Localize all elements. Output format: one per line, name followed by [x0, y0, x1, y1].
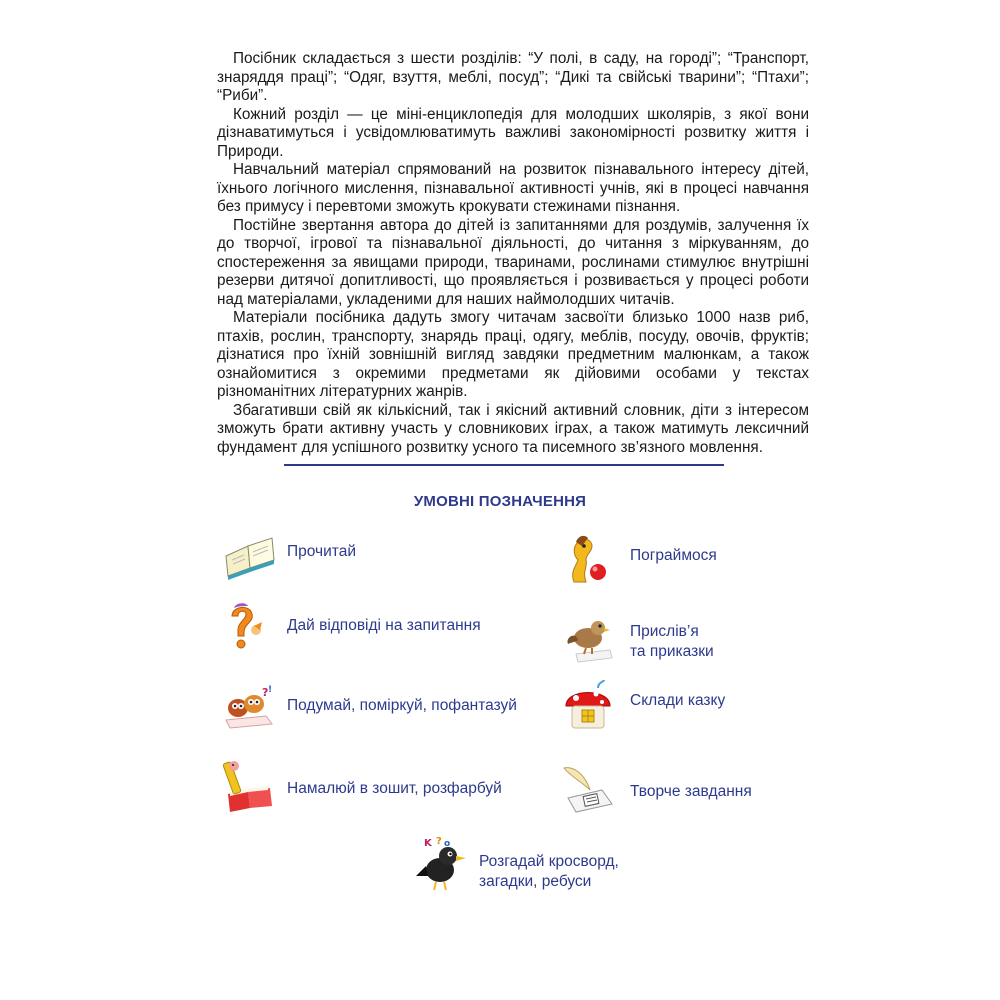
- intro-paragraph: Навчальний матеріал спрямований на розвиток пізнавального інтересу дітей, їхнього логічного мислення, пізнавальної активності учнів, які в процесі навчання без примусу і перевтоми зможуть крокувати стежинами пізнання.: [217, 161, 809, 215]
- intro-paragraph: Збагативши свій як кількісний, так і якісний активний словник, діти з інтересом зможуть брати активну участь у словникових іграх, а також матимуть лексичний фундамент для успішного розвитку усного та писемного зв’язного мовлення.: [217, 401, 809, 456]
- svg-text:o: o: [444, 839, 451, 849]
- intro-text: [217, 50, 809, 457]
- quill-paper-icon: [562, 764, 616, 818]
- svg-text:?: ?: [262, 686, 269, 699]
- intro-paragraph: Кожний розділ — це міні-енциклопедія для молодших школярів, з якої вони дізнаватимуться і усвідомлюватимуть важливі закономірності розвитку життя і Природи.: [217, 105, 809, 160]
- legend-label: Пограймося: [630, 547, 717, 564]
- legend-label: Склади казку: [630, 692, 726, 709]
- intro-paragraph: Постійне звертання автора до дітей із запитаннями для роздумів, залучення їх до творчої, ігрової та пізнавальної діяльності, до читання з міркуванням, до спостереження за явищами природи, тваринами, рослинами стимулює внутрішні резерви дитячої допитливості, що проявляється і розвивається у процесі роботи над матеріалами, укладеними для наших наймолодших читачів.: [217, 216, 809, 308]
- question-mark-character-icon: [222, 600, 276, 654]
- svg-text:!: !: [268, 685, 273, 695]
- horse-toy-icon: [562, 532, 616, 586]
- svg-text:?: ?: [436, 836, 442, 847]
- legend-title: УМОВНІ ПОЗНАЧЕННЯ: [413, 493, 587, 510]
- mushroom-house-icon: [562, 678, 616, 732]
- legend-label: Творче завдання: [630, 783, 752, 800]
- legend-label: Прочитай: [287, 543, 356, 560]
- crow-puzzle-icon: [414, 836, 468, 890]
- open-book-icon: [222, 530, 276, 584]
- legend-label: Дай відповіді на запитання: [287, 617, 481, 634]
- svg-text:K: K: [424, 838, 432, 849]
- legend-label: Розгадай кросворд, загадки, ребуси: [479, 853, 619, 890]
- thinking-owls-icon: [222, 682, 276, 736]
- legend-label: Прислів’я та приказки: [630, 623, 714, 660]
- pencil-book-icon: [222, 758, 276, 812]
- section-divider: [284, 464, 724, 466]
- bird-icon: [562, 612, 616, 666]
- intro-paragraph: Матеріали посібника дадуть змогу читачам засвоїти близько 1000 назв риб, птахів, рослин, транспорту, знарядь праці, одягу, меблів, посуду, овочів, фруктів; дізнатися про їхній зовнішній вигляд завдяки предметним малюнкам, а також ознайомитися з окремими предметами як дійовими особами у текстах різноманітних літературних жанрів.: [217, 309, 809, 400]
- legend-label: Намалюй в зошит, розфарбуй: [287, 780, 502, 797]
- legend-label: Подумай, поміркуй, пофантазуй: [287, 697, 517, 714]
- intro-paragraph: Посібник складається з шести розділів: “У полі, в саду, на городі”; “Транспорт, знаряддя праці”; “Одяг, взуття, меблі, посуд”; “Дикі та свійські тварини”; “Птахи”; “Риби”.: [217, 50, 809, 104]
